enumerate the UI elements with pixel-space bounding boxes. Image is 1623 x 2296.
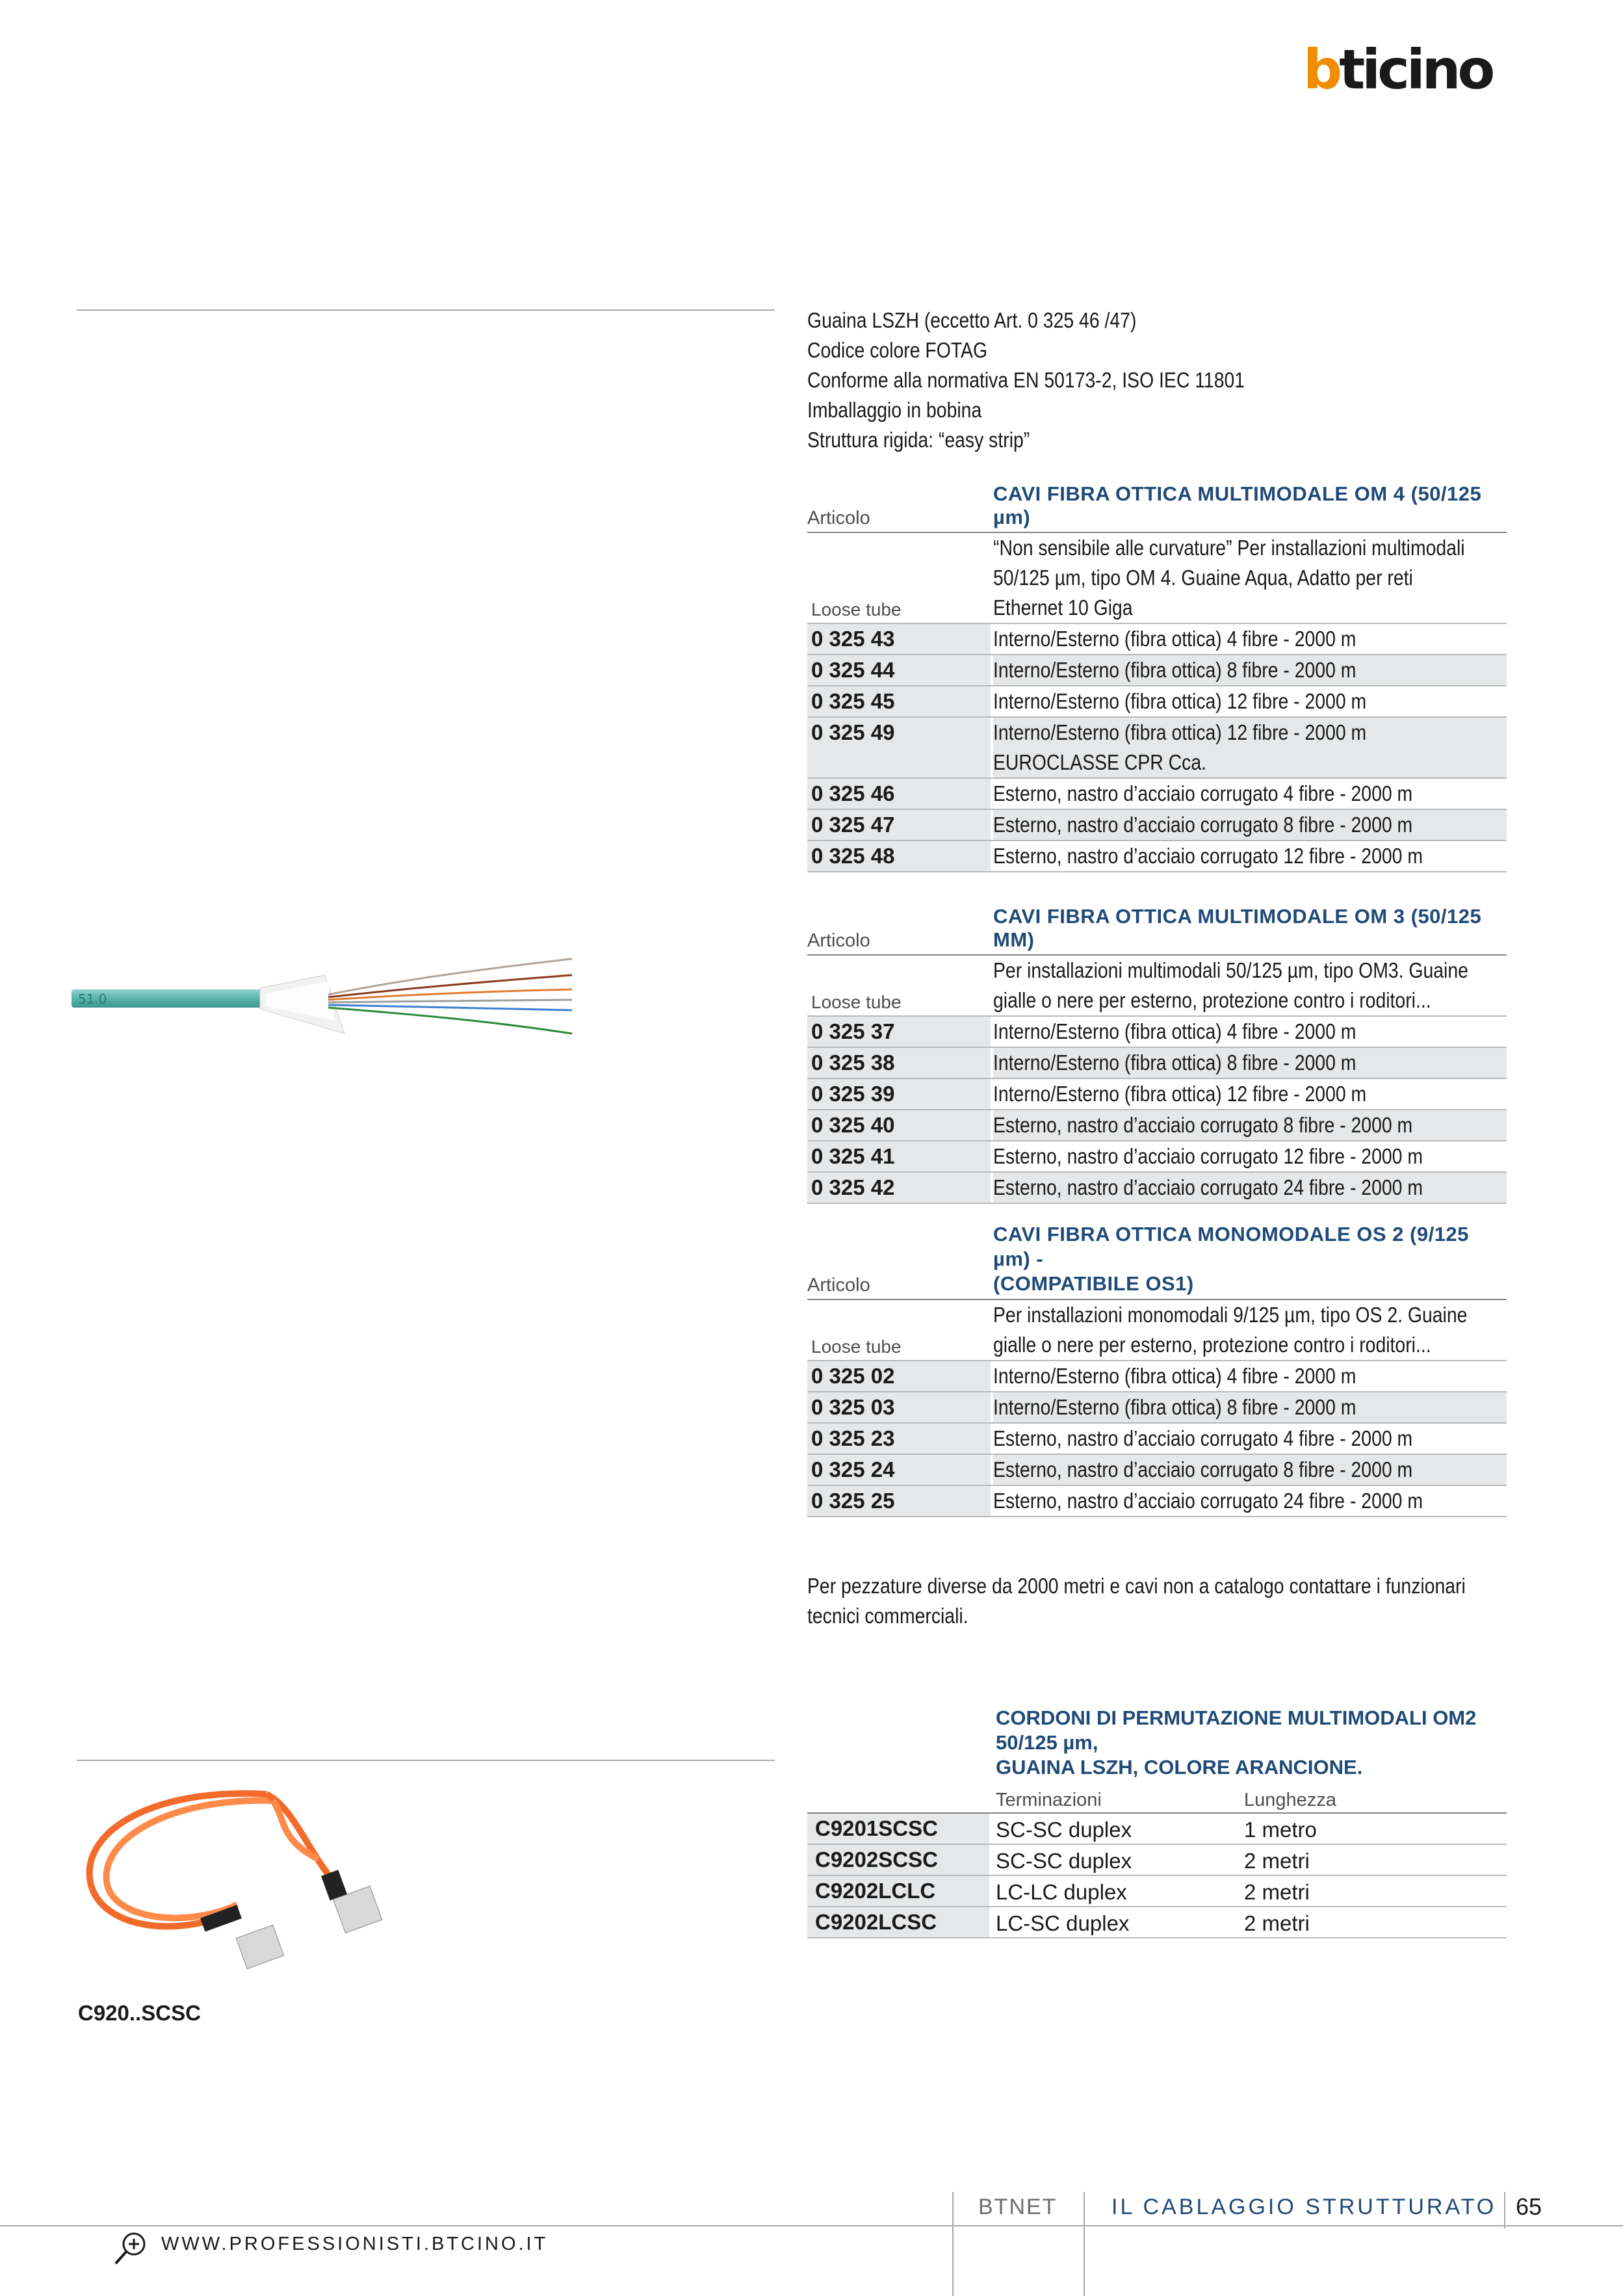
table-row bbox=[807, 1486, 1507, 1517]
table-row bbox=[807, 624, 1507, 655]
table-row bbox=[807, 1141, 1507, 1173]
article-code: 0 325 41 bbox=[807, 1141, 991, 1171]
page-number: 65 bbox=[1516, 2193, 1542, 2220]
intro-line: Codice colore FOTAG bbox=[807, 338, 988, 362]
description-line bbox=[993, 1486, 1507, 1516]
table-row bbox=[807, 655, 1507, 686]
table-title-line: CAVI FIBRA OTTICA MONOMODALE OS 2 (9/125 µm) - bbox=[993, 1223, 1469, 1270]
article-description bbox=[993, 624, 1507, 654]
description-text: Interno/Esterno (fibra ottica) 4 fibre - 2000 m bbox=[993, 1364, 1357, 1388]
footer-divider bbox=[1084, 2192, 1085, 2296]
article-description bbox=[993, 1079, 1507, 1109]
table-row bbox=[807, 841, 1507, 872]
table-patch-cords bbox=[807, 1706, 1507, 1938]
description-line bbox=[993, 810, 1507, 840]
table-row bbox=[807, 1079, 1507, 1110]
footer-btnet: BTNET bbox=[978, 2195, 1058, 2219]
description-line bbox=[993, 1455, 1507, 1485]
table-header bbox=[807, 1223, 1507, 1300]
table-os2 bbox=[807, 1223, 1507, 1517]
table-row bbox=[807, 686, 1507, 718]
article-description bbox=[993, 1392, 1507, 1422]
description-text: Esterno, nastro d’acciaio corrugato 4 fibre - 2000 m bbox=[993, 781, 1413, 805]
article-code: C9202LCSC bbox=[807, 1907, 989, 1937]
description-text: Interno/Esterno (fibra ottica) 12 fibre - 2000 m bbox=[993, 689, 1367, 713]
articolo-label: Articolo bbox=[807, 1275, 870, 1296]
description-text: Interno/Esterno (fibra ottica) 8 fibre - 2000 m bbox=[993, 658, 1357, 682]
description-line bbox=[993, 1173, 1507, 1203]
table-row bbox=[807, 1455, 1507, 1486]
table-row bbox=[807, 1017, 1507, 1048]
section-divider bbox=[77, 1760, 775, 1761]
table-row bbox=[807, 1876, 1507, 1907]
article-code: 0 325 39 bbox=[807, 1079, 991, 1109]
article-description bbox=[993, 810, 1507, 840]
intro-line bbox=[993, 1300, 1507, 1330]
patch-cord-caption: C920..SCSC bbox=[78, 2001, 201, 2025]
intro-line bbox=[993, 563, 1507, 593]
table-intro bbox=[807, 1300, 1507, 1361]
note-text bbox=[807, 1571, 1522, 1631]
length: 2 metri bbox=[1244, 1911, 1310, 1935]
table-intro-text bbox=[993, 533, 1507, 623]
table-title-line: (COMPATIBILE OS1) bbox=[993, 1272, 1194, 1295]
article-description bbox=[993, 1455, 1507, 1485]
intro-line-text: Per installazioni multimodali 50/125 µm, tipo OM3. Guaine bbox=[993, 958, 1468, 982]
article-description bbox=[993, 1486, 1507, 1516]
table-intro bbox=[807, 533, 1507, 624]
table-row bbox=[807, 1907, 1507, 1938]
description-text: Esterno, nastro d’acciaio corrugato 8 fibre - 2000 m bbox=[993, 1457, 1413, 1481]
article-description bbox=[993, 655, 1507, 685]
website-link[interactable]: WWW.PROFESSIONISTI.BTCINO.IT bbox=[161, 2234, 549, 2254]
table-row bbox=[807, 1048, 1507, 1079]
length: 1 metro bbox=[1244, 1818, 1317, 1842]
description-line bbox=[993, 1424, 1507, 1454]
description-text: Interno/Esterno (fibra ottica) 12 fibre - 2000 m bbox=[993, 720, 1367, 744]
table-header bbox=[807, 905, 1507, 956]
description-line bbox=[993, 1048, 1507, 1078]
footer-rule bbox=[0, 2225, 1623, 2226]
table-row bbox=[807, 779, 1507, 810]
intro-line: Imballaggio in bobina bbox=[807, 398, 982, 422]
loose-tube-label: Loose tube bbox=[811, 1337, 902, 1357]
patch-cord-image bbox=[71, 1781, 409, 1989]
intro-specs bbox=[807, 306, 1522, 455]
table-om4 bbox=[807, 482, 1507, 872]
description-line bbox=[993, 1079, 1507, 1109]
article-code: 0 325 45 bbox=[807, 686, 991, 716]
intro-line: Conforme alla normativa EN 50173-2, ISO IEC 11801 bbox=[807, 368, 1245, 392]
description-text: Interno/Esterno (fibra ottica) 12 fibre - 2000 m bbox=[993, 1082, 1367, 1106]
table-row bbox=[807, 1361, 1507, 1392]
footer-section-title: IL CABLAGGIO STRUTTURATO bbox=[1111, 2195, 1497, 2219]
article-code: 0 325 38 bbox=[807, 1048, 991, 1078]
article-description bbox=[993, 1141, 1507, 1171]
description-text: Esterno, nastro d’acciaio corrugato 24 fibre - 2000 m bbox=[993, 1489, 1423, 1513]
description-text: Interno/Esterno (fibra ottica) 8 fibre - 2000 m bbox=[993, 1395, 1357, 1419]
article-code: 0 325 24 bbox=[807, 1455, 991, 1485]
table-title: CAVI FIBRA OTTICA MULTIMODALE OM 4 (50/125 µm) bbox=[993, 482, 1482, 528]
table-row bbox=[807, 718, 1507, 779]
description-line bbox=[993, 841, 1507, 871]
table-row bbox=[807, 1173, 1507, 1204]
description-line bbox=[993, 1110, 1507, 1140]
intro-line bbox=[993, 1330, 1507, 1360]
article-code: 0 325 44 bbox=[807, 655, 991, 685]
description-text: Esterno, nastro d’acciaio corrugato 8 fibre - 2000 m bbox=[993, 1113, 1413, 1137]
article-code: 0 325 46 bbox=[807, 779, 991, 809]
svg-text:51.0: 51.0 bbox=[78, 991, 107, 1007]
description-line bbox=[993, 1392, 1507, 1422]
description-line bbox=[993, 1141, 1507, 1171]
description-line bbox=[993, 686, 1507, 716]
article-code: 0 325 23 bbox=[807, 1424, 991, 1454]
article-code: 0 325 25 bbox=[807, 1486, 991, 1516]
intro-line-text: 50/125 µm, tipo OM 4. Guaine Aqua, Adatto per reti bbox=[993, 566, 1413, 590]
description-text: Esterno, nastro d’acciaio corrugato 24 fibre - 2000 m bbox=[993, 1175, 1423, 1199]
table-intro-text bbox=[993, 956, 1507, 1015]
articolo-label: Articolo bbox=[807, 508, 870, 528]
description-text: Esterno, nastro d’acciaio corrugato 8 fibre - 2000 m bbox=[993, 813, 1413, 837]
article-code: 0 325 42 bbox=[807, 1173, 991, 1203]
description-text: Interno/Esterno (fibra ottica) 4 fibre - 2000 m bbox=[993, 627, 1357, 651]
termination: LC-LC duplex bbox=[996, 1880, 1127, 1904]
patch-title: CORDONI DI PERMUTAZIONE MULTIMODALI OM2 50/125 µm, GUAINA LSZH, COLORE ARANCIONE. bbox=[996, 1706, 1477, 1779]
termination: SC-SC duplex bbox=[996, 1818, 1132, 1842]
article-description bbox=[993, 1048, 1507, 1078]
article-description bbox=[993, 841, 1507, 871]
intro-line-text: Ethernet 10 Giga bbox=[993, 595, 1133, 620]
article-description bbox=[993, 779, 1507, 809]
article-code: 0 325 48 bbox=[807, 841, 991, 871]
table-header bbox=[807, 482, 1507, 533]
intro-line-text: “Non sensibile alle curvature” Per installazioni multimodali bbox=[993, 536, 1465, 560]
termination: SC-SC duplex bbox=[996, 1849, 1132, 1873]
description-line bbox=[993, 624, 1507, 654]
description-line bbox=[993, 748, 1507, 777]
article-description bbox=[993, 1017, 1507, 1047]
intro-line bbox=[993, 956, 1507, 985]
table-row bbox=[807, 810, 1507, 841]
table-om3 bbox=[807, 905, 1507, 1204]
search-icon bbox=[112, 2230, 149, 2267]
article-description bbox=[993, 1361, 1507, 1391]
table-row bbox=[807, 1424, 1507, 1455]
note-line: Per pezzature diverse da 2000 metri e cavi non a catalogo contattare i funzionari bbox=[807, 1574, 1466, 1598]
table-title: CAVI FIBRA OTTICA MULTIMODALE OM 3 (50/125 MM) bbox=[993, 905, 1482, 951]
col-terminazioni: Terminazioni bbox=[996, 1790, 1102, 1810]
description-text: Interno/Esterno (fibra ottica) 4 fibre - 2000 m bbox=[993, 1019, 1357, 1043]
description-line bbox=[993, 779, 1507, 809]
brand-logo: bticino bbox=[1303, 38, 1492, 101]
intro-line bbox=[993, 533, 1507, 563]
footer-divider bbox=[952, 2192, 954, 2296]
intro-line bbox=[993, 593, 1507, 623]
loose-tube-label: Loose tube bbox=[811, 992, 902, 1012]
article-description bbox=[993, 1173, 1507, 1203]
article-description bbox=[993, 718, 1507, 777]
table-intro bbox=[807, 956, 1507, 1017]
article-description bbox=[993, 686, 1507, 716]
intro-line-text: gialle o nere per esterno, protezione contro i roditori... bbox=[993, 988, 1431, 1012]
description-line bbox=[993, 655, 1507, 685]
article-code: C9202LCLC bbox=[807, 1876, 989, 1906]
article-description bbox=[993, 1424, 1507, 1454]
intro-line: Guaina LSZH (eccetto Art. 0 325 46 /47) bbox=[807, 308, 1137, 332]
note-line: tecnici commerciali. bbox=[807, 1604, 968, 1628]
patch-header bbox=[807, 1784, 1507, 1814]
table-row bbox=[807, 1392, 1507, 1424]
article-code: 0 325 03 bbox=[807, 1392, 991, 1422]
intro-line-text: gialle o nere per esterno, protezione contro i roditori... bbox=[993, 1333, 1431, 1357]
intro-line: Struttura rigida: “easy strip” bbox=[807, 428, 1030, 452]
article-code: 0 325 47 bbox=[807, 810, 991, 840]
description-text: Esterno, nastro d’acciaio corrugato 4 fibre - 2000 m bbox=[993, 1426, 1413, 1450]
table-row bbox=[807, 1814, 1507, 1845]
articolo-label: Articolo bbox=[807, 930, 870, 951]
article-description bbox=[993, 1110, 1507, 1140]
col-lunghezza: Lunghezza bbox=[1244, 1790, 1336, 1810]
description-text: Esterno, nastro d’acciaio corrugato 12 fibre - 2000 m bbox=[993, 844, 1423, 868]
description-text: Esterno, nastro d’acciaio corrugato 12 fibre - 2000 m bbox=[993, 1144, 1423, 1168]
table-row bbox=[807, 1845, 1507, 1876]
length: 2 metri bbox=[1244, 1880, 1310, 1904]
article-code: C9201SCSC bbox=[807, 1814, 989, 1844]
description-line bbox=[993, 1017, 1507, 1047]
loose-tube-label: Loose tube bbox=[811, 599, 902, 620]
description-text: EUROCLASSE CPR Cca. bbox=[993, 750, 1207, 774]
table-intro-text bbox=[993, 1300, 1507, 1360]
table-title bbox=[993, 1222, 1507, 1296]
article-code: 0 325 49 bbox=[807, 718, 991, 777]
article-code: 0 325 43 bbox=[807, 624, 991, 654]
termination: LC-SC duplex bbox=[996, 1911, 1130, 1935]
article-code: 0 325 37 bbox=[807, 1017, 991, 1047]
table-row bbox=[807, 1110, 1507, 1141]
description-text: Interno/Esterno (fibra ottica) 8 fibre - 2000 m bbox=[993, 1050, 1357, 1075]
article-code: 0 325 40 bbox=[807, 1110, 991, 1140]
description-line bbox=[993, 718, 1507, 748]
length: 2 metri bbox=[1244, 1849, 1310, 1873]
article-code: 0 325 02 bbox=[807, 1361, 991, 1391]
description-line bbox=[993, 1361, 1507, 1391]
article-code: C9202SCSC bbox=[807, 1845, 989, 1875]
intro-line-text: Per installazioni monomodali 9/125 µm, tipo OS 2. Guaine bbox=[993, 1303, 1468, 1327]
footer-divider bbox=[1504, 2192, 1505, 2228]
fiber-cable-image bbox=[71, 923, 585, 1060]
section-divider bbox=[77, 309, 775, 311]
intro-line bbox=[993, 985, 1507, 1015]
